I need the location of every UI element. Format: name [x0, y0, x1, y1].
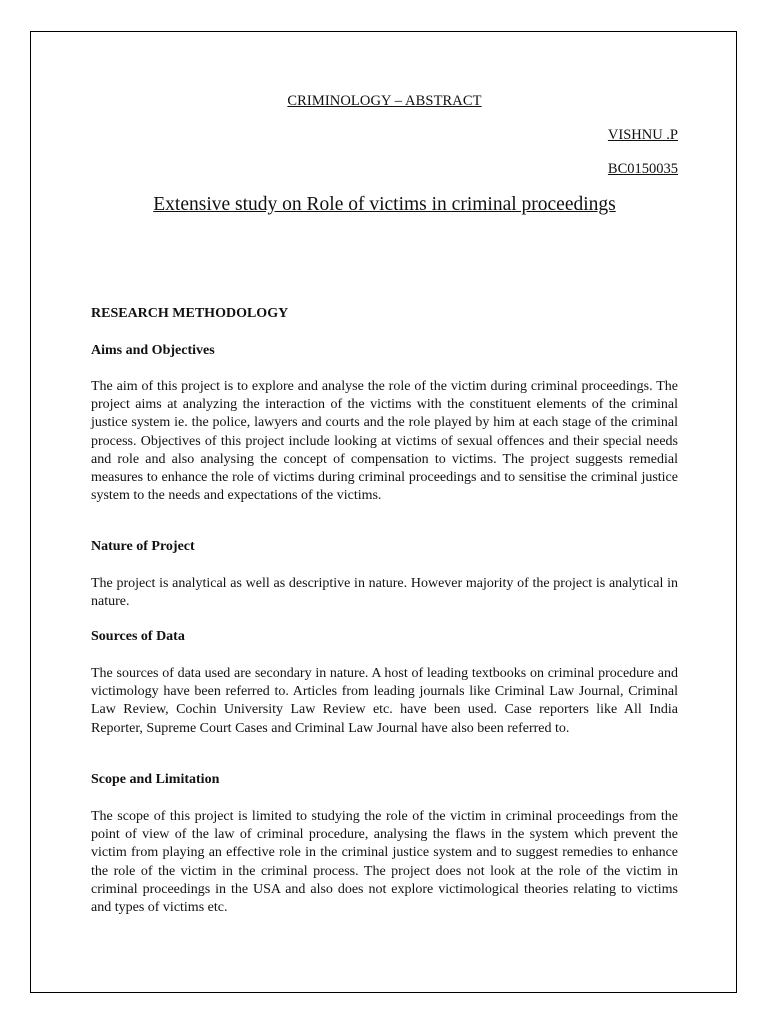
- author-name: VISHNU .P: [607, 127, 678, 143]
- roll-number: BC0150035: [607, 161, 678, 177]
- sources-paragraph: The sources of data used are secondary in nature. A host of leading textbooks on criminal procedure and victimology have been referred to. Articles from leading journals like Criminal Law Journal, Criminal Law Review, Cochin University Law Review etc. have been used. Case reporters like All India Reporter, Supreme Court Cases and Criminal Law Journal have also been referred to.: [91, 666, 678, 736]
- methodology-heading: RESEARCH METHODOLOGY: [91, 306, 289, 321]
- scope-paragraph: The scope of this project is limited to studying the role of the victim in criminal proceedings from the point of view of the law of criminal procedure, analysing the flaws in the system which prevent the victim from playing an effective role in the criminal justice system and to suggest remedies to enhance the role of the victim in the criminal process. The project does not look at the role of the victim in criminal proceedings in the USA and also does not explore victimological theories relating to victims and types of victims etc.: [91, 809, 678, 916]
- main-title: Extensive study on Role of victims in criminal proceedings: [153, 194, 616, 215]
- aims-paragraph: The aim of this project is to explore and analyse the role of the victim during criminal proceedings. The project aims at analyzing the interaction of the victims with the constituent elements of the criminal justice system ie. the police, lawyers and courts and the role played by him at each stage of the criminal process. Objectives of this project include looking at victims of sexual offences and their special needs and role and also analysing the concept of compensation to victims. The project suggests remedial measures to enhance the role of victims during criminal proceedings and to sensitise the criminal justice system to the needs and expectations of the victims.: [91, 379, 678, 504]
- sources-heading: Sources of Data: [91, 629, 185, 644]
- header-title: CRIMINOLOGY – ABSTRACT: [287, 93, 482, 109]
- nature-paragraph: The project is analytical as well as descriptive in nature. However majority of the project is analytical in nature.: [91, 576, 678, 610]
- nature-heading: Nature of Project: [91, 539, 195, 554]
- aims-heading: Aims and Objectives: [91, 343, 215, 358]
- scope-heading: Scope and Limitation: [91, 772, 220, 787]
